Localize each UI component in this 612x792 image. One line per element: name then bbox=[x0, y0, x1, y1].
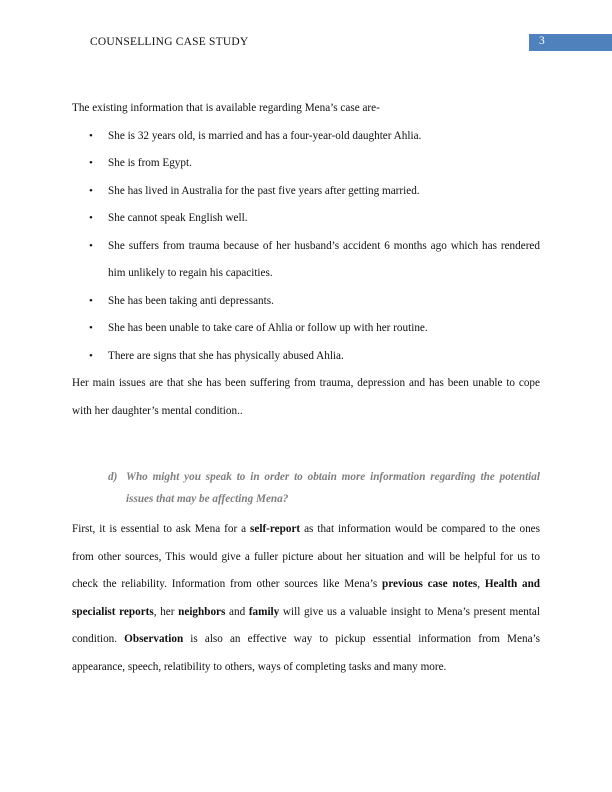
bullet-icon: • bbox=[89, 322, 93, 334]
running-header-title: COUNSELLING CASE STUDY bbox=[90, 36, 249, 48]
bullet-icon: • bbox=[89, 349, 93, 362]
bold-term: Observation bbox=[124, 633, 184, 646]
question-text: Who might you speak to in order to obtain more information regarding the potential issues that may be affecting Mena? bbox=[126, 471, 540, 505]
bullet-icon: • bbox=[89, 184, 93, 197]
list-item: • She has lived in Australia for the past five years after getting married. bbox=[72, 178, 540, 206]
bold-term: neighbors bbox=[178, 605, 226, 618]
question-label: d) bbox=[108, 471, 118, 483]
bold-term: Health and specialist reports bbox=[72, 578, 541, 618]
bullet-icon: • bbox=[89, 294, 93, 307]
document-body bbox=[72, 95, 540, 682]
list-item: • She is 32 years old, is married and has a four-year-old daughter Ahlia. bbox=[72, 123, 540, 151]
bold-term: previous case notes bbox=[382, 578, 478, 591]
list-item: • She suffers from trauma because of her husband’s accident 6 months ago which has rendered him unlikely to regain his capacities. bbox=[72, 233, 540, 288]
bullet-icon: • bbox=[89, 239, 93, 252]
bullet-icon: • bbox=[89, 129, 93, 142]
list-item: • She has been unable to take care of Ahlia or follow up with her routine. bbox=[72, 315, 540, 343]
list-item: • She is from Egypt. bbox=[72, 150, 540, 178]
list-item: • She cannot speak English well. bbox=[72, 205, 540, 233]
list-item: • There are signs that she has physically abused Ahlia. bbox=[72, 343, 540, 371]
page-number-badge bbox=[529, 34, 612, 51]
list-item: • She has been taking anti depressants. bbox=[72, 288, 540, 316]
intro-paragraph: The existing information that is available regarding Mena’s case are- bbox=[72, 102, 380, 114]
answer-paragraph: First, it is essential to ask Mena for a self-report as that information would be compared to the ones from other sources, This would give a fuller picture about her situation and will be helpful for us to check the reliability. Information from other sources like Mena’s previous case notes, Health and specialist reports, her neighbors and family will give us a valuable insight to Mena’s present mental condition. Observation is also an effective way to pickup essential information from Mena’s appearance, speech, relatibility to others, ways of completing tasks and many more. bbox=[72, 523, 541, 673]
question-heading bbox=[72, 466, 540, 510]
summary-paragraph: Her main issues are that she has been suffering from trauma, depression and has been unable to cope with her daughter’s mental condition.. bbox=[72, 377, 540, 417]
bold-term: self-report bbox=[250, 523, 301, 535]
case-facts-list bbox=[72, 123, 540, 371]
page-number: 3 bbox=[539, 35, 545, 47]
bold-term: family bbox=[248, 605, 280, 618]
bullet-icon: • bbox=[89, 157, 93, 169]
bullet-icon: • bbox=[89, 212, 93, 224]
